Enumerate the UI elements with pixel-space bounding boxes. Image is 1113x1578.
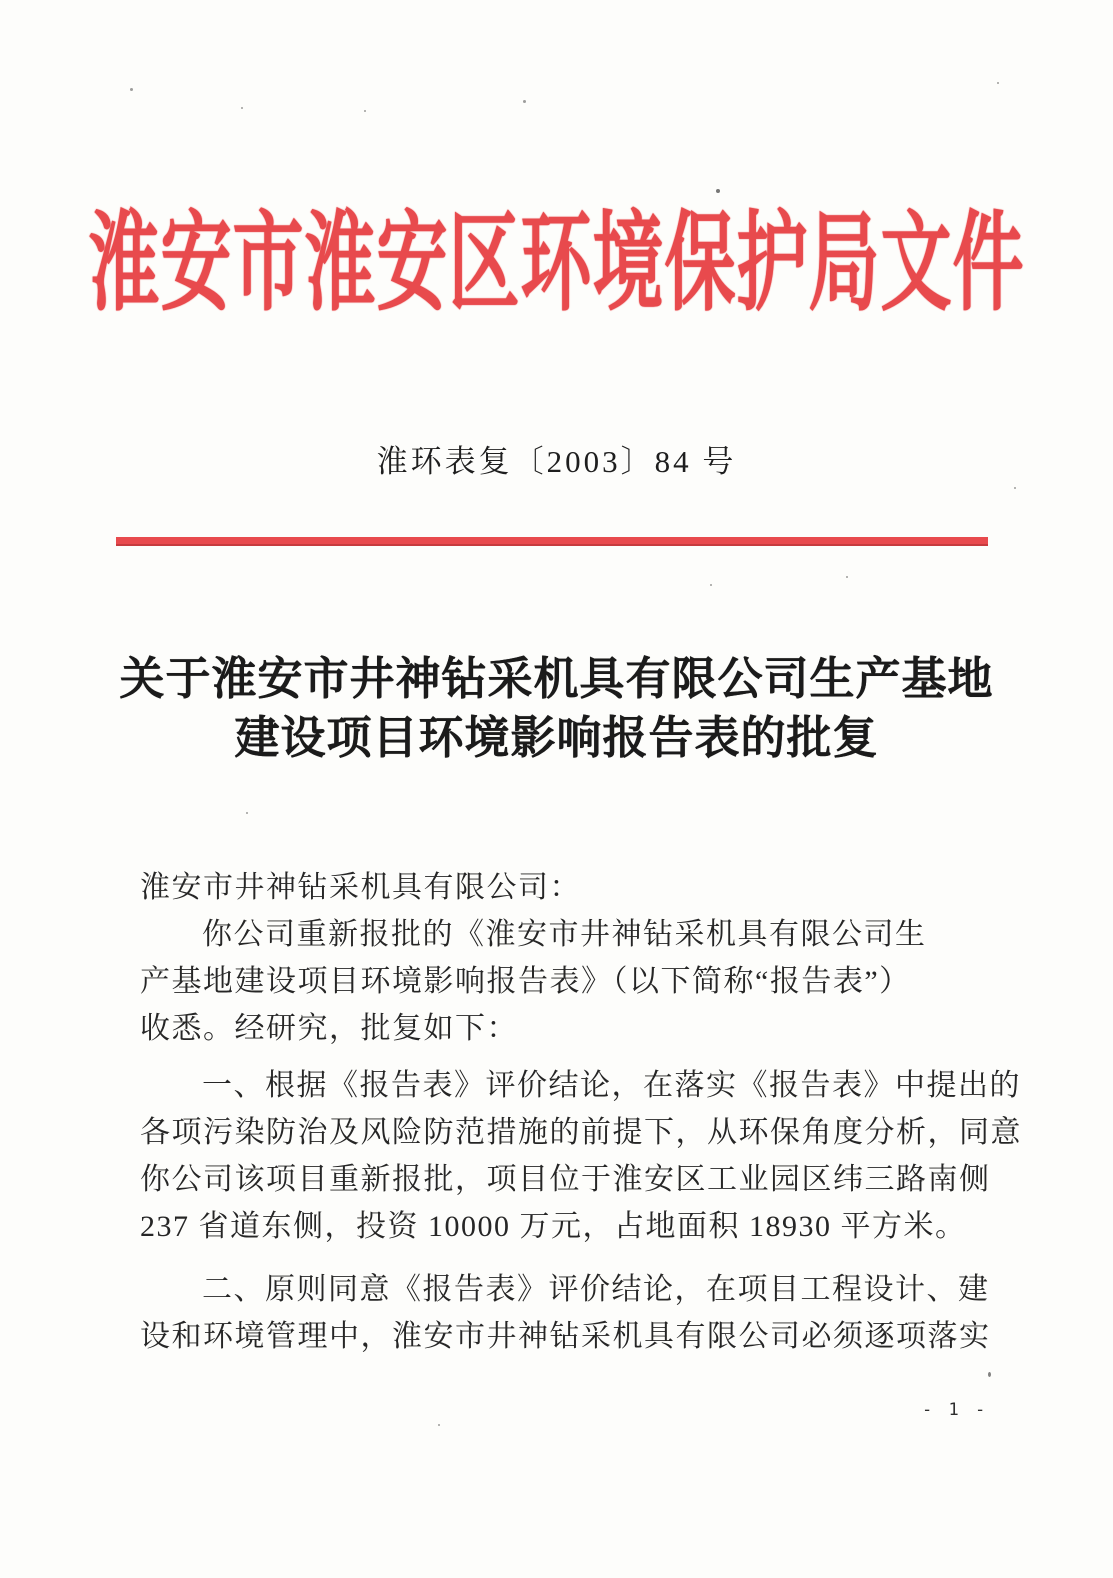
body-line: 产基地建设项目环境影响报告表》（以下简称“报告表”）: [140, 965, 911, 998]
document-title-line-1: 关于淮安市井神钻采机具有限公司生产基地: [119, 654, 994, 704]
body-line: 各项污染防治及风险防范措施的前提下，从环保角度分析，同意: [140, 1116, 1022, 1149]
page-number: - 1 -: [922, 1400, 989, 1420]
body-line: 收悉。经研究，批复如下：: [140, 1012, 518, 1045]
agency-letterhead-text: 淮安市淮安区环境保护局文件: [88, 205, 1025, 325]
agency-letterhead: [0, 206, 1113, 324]
scan-speckle: [241, 107, 243, 109]
document-title-line-2: 建设项目环境影响报告表的批复: [234, 713, 879, 763]
scan-speckle: [130, 88, 133, 91]
scan-speckle: [438, 1424, 440, 1426]
body-line: 你公司重新报批的《淮安市井神钻采机具有限公司生: [202, 918, 927, 951]
scan-speckle: [710, 584, 712, 586]
scan-speckle: [962, 1338, 964, 1340]
scan-speckle: [988, 1372, 991, 1377]
body-line-item-2: 二、原则同意《报告表》评价结论，在项目工程设计、建: [202, 1273, 990, 1306]
body-line: 设和环境管理中，淮安市井神钻采机具有限公司必须逐项落实: [140, 1320, 991, 1353]
scan-speckle: [364, 110, 366, 112]
document-body: [140, 864, 1022, 1360]
scan-speckle: [246, 812, 248, 814]
body-line-item-1: 一、根据《报告表》评价结论，在落实《报告表》中提出的: [202, 1069, 1021, 1102]
scan-speckle: [997, 82, 999, 84]
scan-speckle: [846, 576, 848, 578]
body-line-salutation: 淮安市井神钻采机具有限公司：: [140, 871, 581, 904]
scan-speckle: [716, 189, 720, 193]
body-line: 237 省道东侧，投资 10000 万元，占地面积 18930 平方米。: [140, 1210, 967, 1243]
scan-speckle: [1014, 487, 1016, 489]
document-reference-number: 淮环表复〔2003〕84 号: [376, 444, 737, 479]
body-line: 你公司该项目重新报批，项目位于淮安区工业园区纬三路南侧: [140, 1163, 991, 1196]
scan-speckle: [523, 100, 526, 103]
red-separator-line: [116, 537, 988, 546]
document-title: [0, 650, 1113, 768]
